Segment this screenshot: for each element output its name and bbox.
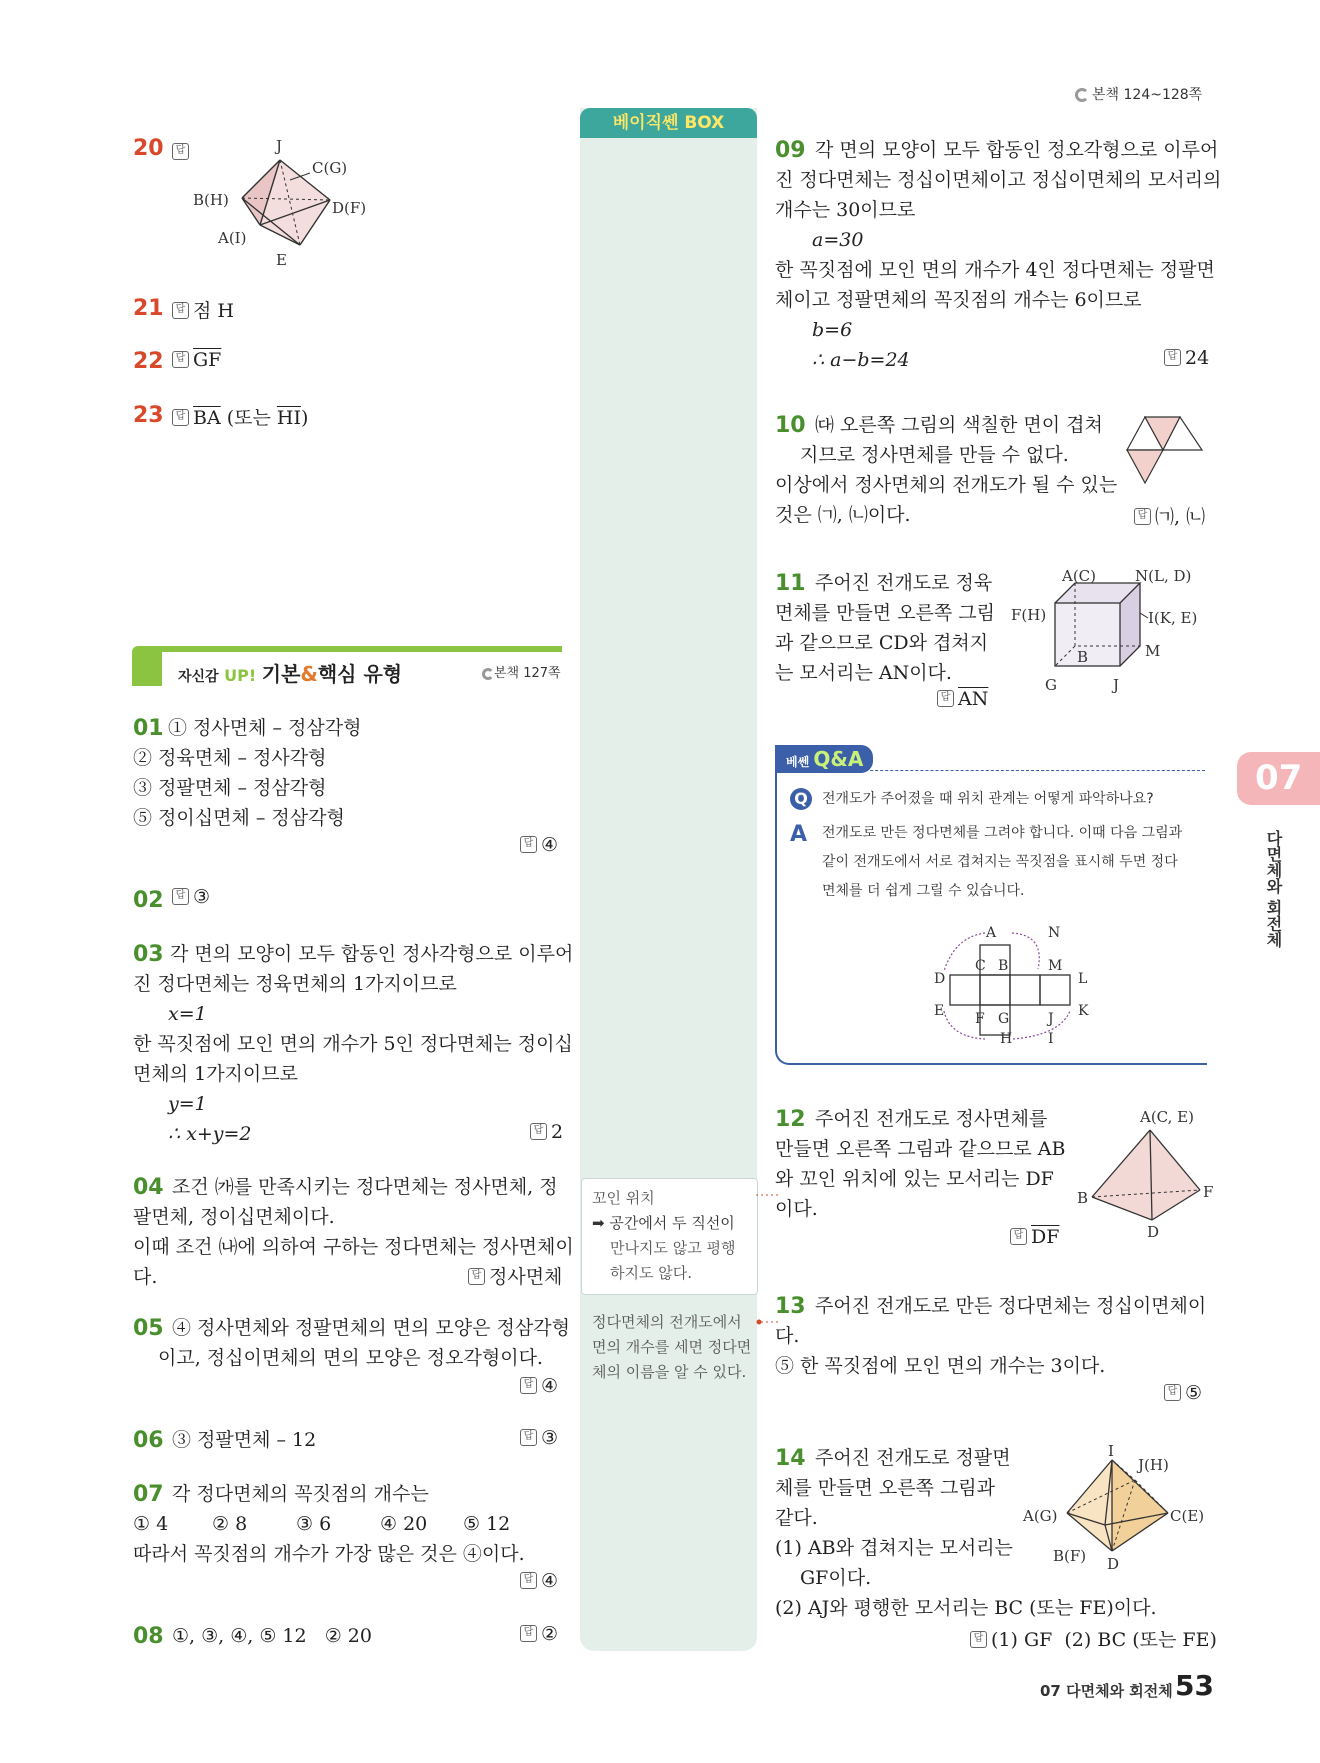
vertex-label: D: [1107, 1555, 1120, 1573]
answer-icon: 답: [520, 1429, 537, 1446]
solution-line: a=30: [812, 229, 864, 251]
solution-line: ① 정사면체 – 정삼각형: [168, 717, 362, 739]
answer-icon: 답: [172, 302, 189, 319]
answer-text: ③: [193, 886, 211, 908]
answer: [530, 1121, 563, 1143]
answer-icon: 답: [520, 1572, 537, 1589]
qa-badge-prefix: 베쎈: [786, 755, 810, 769]
answer: [937, 688, 988, 710]
answer-text: 점 H: [193, 300, 234, 322]
answer-icon: 답: [172, 351, 189, 368]
answer: [520, 1375, 558, 1397]
basic-box-column: [580, 108, 757, 1651]
vertex-label: A(C): [1062, 568, 1097, 585]
answer-icon: 답: [1164, 1384, 1181, 1401]
qa-question: 전개도가 주어졌을 때 위치 관계는 어떻게 파악하나요?: [822, 791, 1154, 807]
solution-line: (1) AB와 겹쳐지는 모서리는: [775, 1537, 1013, 1559]
vertex-label: I(K, E): [1148, 609, 1198, 627]
vertex-label: E: [934, 1003, 945, 1019]
solution-line: 팔면체, 정이십면체이다.: [133, 1206, 335, 1228]
vertex-label: B(F): [1053, 1547, 1087, 1565]
vertex-label: M: [1048, 958, 1063, 974]
section-bar: [132, 646, 562, 652]
answer: [520, 834, 558, 856]
book-reference: 본책 124~128쪽: [1075, 84, 1202, 104]
vertex-label: G: [998, 1011, 1010, 1027]
side-note-line: 정다면체의 전개도에서: [592, 1313, 742, 1331]
solution-line: ③ 정팔면체 – 12: [172, 1429, 317, 1451]
answer: [172, 349, 221, 371]
qa-answer-line: 전개도로 만든 정다면체를 그려야 합니다. 이때 다음 그림과: [822, 825, 1183, 841]
answer-text: ③: [541, 1427, 559, 1449]
solution-line: 지므로 정사면체를 만들 수 없다.: [800, 444, 1069, 466]
qa-answer: [822, 819, 1182, 906]
question-number: 01: [133, 716, 164, 741]
tetrahedron-net-figure: [1125, 415, 1205, 485]
question-number: 21: [133, 296, 164, 321]
solution-line: 면체를 만들면 오른쪽 그림: [775, 602, 996, 624]
answer: [970, 1625, 1217, 1652]
vertex-label: I: [1048, 1031, 1054, 1045]
question-number: 05: [133, 1316, 164, 1341]
question-number: 07: [133, 1482, 164, 1507]
section-header: [178, 658, 402, 687]
answer-text: $\overline{BA}$: [193, 407, 221, 429]
question-number: 14: [775, 1446, 806, 1471]
solution-line: ⑤ 한 꼭짓점에 모인 면의 개수는 3이다.: [775, 1355, 1106, 1377]
answer-text: 24: [1185, 347, 1210, 369]
qa-answer-line: 면체를 더 쉽게 그릴 수 있습니다.: [822, 883, 1025, 899]
book-ref-icon: [482, 668, 494, 680]
vertex-label: F(H): [1011, 606, 1047, 624]
answer: [1010, 1226, 1059, 1248]
solution-line: 각 정다면체의 꼭짓점의 개수는: [172, 1483, 429, 1505]
section-ref: 본책 127쪽: [482, 662, 561, 681]
question-number: 03: [133, 942, 164, 967]
answer-icon: 답: [1164, 349, 1181, 366]
side-note-net: [592, 1310, 752, 1385]
answer-text: 2: [551, 1121, 564, 1143]
solution-line: x=1: [168, 1003, 207, 1025]
answer: [468, 1262, 562, 1289]
question-number: 04: [133, 1175, 164, 1200]
vertex-label: D(F): [332, 199, 367, 217]
vertex-label: D: [1147, 1223, 1160, 1240]
answer-text: 정사면체: [489, 1266, 563, 1288]
solution-line: ② 8: [212, 1513, 248, 1535]
solution-line: 개수는 30이므로: [775, 199, 916, 221]
cube-net-figure: [930, 915, 1100, 1045]
answer: [520, 1427, 558, 1449]
solution-line: ⑤ 정이십면체 – 정삼각형: [133, 807, 345, 829]
qa-answer-line: 같이 전개도에서 서로 겹쳐지는 꼭짓점을 표시해 두면 정다: [822, 854, 1178, 870]
solution-line: 체를 만들면 오른쪽 그림과: [775, 1477, 996, 1499]
vertex-label: B(H): [193, 191, 229, 209]
solution-line: ⑤ 12: [463, 1513, 511, 1535]
answer-text: $\overline{AN}$: [958, 688, 989, 710]
solution-line: y=1: [168, 1093, 207, 1115]
solution-line: ∴ a−b=24: [812, 349, 910, 371]
solution-line: ∴ x+y=2: [168, 1123, 252, 1145]
answer: [1164, 347, 1209, 369]
question-number: 09: [775, 138, 806, 163]
answer-text: $\overline{HI}$: [276, 407, 301, 429]
vertex-label: D: [934, 971, 946, 987]
question-number: 13: [775, 1294, 806, 1319]
question-number: 12: [775, 1107, 806, 1132]
section-prefix: 자신감: [178, 669, 219, 685]
vertex-label: I: [1108, 1445, 1114, 1460]
answer-icon: 답: [520, 1625, 537, 1642]
solution-line: 체이고 정팔면체의 꼭짓점의 개수는 6이므로: [775, 289, 1142, 311]
side-note-line: 면의 개수를 세면 정다면: [592, 1338, 752, 1356]
vertex-label: N(L, D): [1135, 568, 1192, 585]
answer-icon: 답: [172, 409, 189, 426]
question-number: 20: [133, 136, 164, 161]
solution-line: ④ 20: [380, 1513, 428, 1535]
octahedron-figure: [190, 135, 390, 275]
question-icon: Q: [790, 788, 812, 810]
vertex-label: N: [1048, 925, 1061, 941]
cube-figure: [1005, 568, 1215, 698]
answer-icon: 답: [937, 690, 954, 707]
answer: [172, 403, 308, 430]
solution-line: 조건 ㈎를 만족시키는 정다면체는 정사면체, 정: [172, 1176, 558, 1198]
solution-line: 이다.: [775, 1198, 818, 1220]
solution-line: 같다.: [775, 1507, 818, 1529]
solution-line: 각 면의 모양이 모두 합동인 정사각형으로 이루어: [170, 943, 574, 965]
vertex-label: H: [1000, 1031, 1013, 1045]
vertex-label: A(C, E): [1140, 1108, 1194, 1126]
answer-text: ④: [541, 1570, 559, 1592]
solution-line: 는 모서리는 AN이다.: [775, 662, 952, 684]
answer-icon: 답: [520, 1377, 537, 1394]
answer-text: $\overline{GF}$: [193, 349, 222, 371]
question-number: 02: [133, 888, 164, 913]
vertex-label: J(H): [1138, 1456, 1169, 1474]
solution-line: ④ 정사면체와 정팔면체의 면의 모양은 정삼각형: [172, 1317, 570, 1339]
solution-line: 주어진 전개도로 정사면체를: [815, 1108, 1048, 1130]
answer-text: ②: [541, 1623, 559, 1645]
vertex-label: B: [998, 958, 1009, 974]
vertex-label: K: [1078, 1003, 1089, 1019]
solution-line: 면체의 1가지이므로: [133, 1063, 298, 1085]
vertex-label: L: [1078, 971, 1088, 987]
side-note-skew: [581, 1178, 758, 1295]
question-number: 11: [775, 571, 806, 596]
vertex-label: A: [986, 925, 997, 941]
solution-line: ③ 정팔면체 – 정삼각형: [133, 777, 327, 799]
solution-line: 것은 ㈀, ㈁이다.: [775, 504, 911, 526]
answer: [520, 1623, 558, 1645]
vertex-label: J: [1048, 1011, 1054, 1027]
page-number: 53: [1175, 1669, 1214, 1702]
solution-line: 과 같으므로 CD와 겹쳐지: [775, 632, 989, 654]
answer: [172, 296, 234, 323]
qa-badge: [776, 745, 873, 773]
qa-badge-text: Q&A: [813, 747, 864, 771]
solution-line: 다.: [133, 1266, 158, 1288]
vertex-label: C: [975, 958, 986, 974]
vertex-label: F: [975, 1011, 985, 1027]
solution-line: 주어진 전개도로 정팔면: [815, 1447, 1011, 1469]
question-number: 22: [133, 349, 164, 374]
solution-line: 각 면의 모양이 모두 합동인 정오각형으로 이루어: [815, 139, 1219, 161]
solution-line: 이때 조건 ㈏에 의하여 구하는 정다면체는 정사면체이: [133, 1236, 574, 1258]
chapter-tab-title: 다면체와 회전체: [1264, 830, 1283, 948]
solution-line: 와 꼬인 위치에 있는 모서리는 DF: [775, 1168, 1054, 1190]
answer: [1134, 502, 1205, 529]
answer-text: ④: [541, 1375, 559, 1397]
answer-text: ㈀, ㈁: [1155, 506, 1206, 528]
vertex-label: B: [1077, 648, 1089, 666]
solution-line: 만들면 오른쪽 그림과 같으므로 AB: [775, 1138, 1066, 1160]
vertex-label: B: [1077, 1189, 1089, 1207]
vertex-label: E: [276, 251, 287, 269]
answer-icon: 답: [468, 1268, 485, 1285]
chapter-tab: 07: [1237, 752, 1320, 805]
vertex-label: C(E): [1170, 1507, 1205, 1525]
solution-line: ③ 6: [296, 1513, 332, 1535]
solution-line: 한 꼭짓점에 모인 면의 개수가 5인 정다면체는 정이십: [133, 1033, 573, 1055]
solution-line: 따라서 꼭짓점의 개수가 가장 많은 것은 ④이다.: [133, 1543, 525, 1565]
qa-divider: [850, 770, 1205, 771]
answer: [1164, 1382, 1202, 1404]
side-note-line: 만나지도 않고 평행: [610, 1239, 736, 1257]
section-title: 기본: [261, 662, 301, 686]
solution-line: 주어진 전개도로 정육: [815, 572, 993, 594]
answer-a-icon: A: [790, 822, 808, 847]
answer-icon: 답: [172, 888, 189, 905]
box-title: 베이직쎈 BOX: [580, 108, 757, 138]
section-bar-tab: [132, 646, 162, 686]
vertex-label: C(G): [312, 159, 348, 177]
answer-icon: 답: [530, 1123, 547, 1140]
solution-line: GF이다.: [800, 1567, 872, 1589]
solution-line: 주어진 전개도로 만든 정다면체는 정십이면체이: [815, 1295, 1207, 1317]
question-number: 08: [133, 1624, 164, 1649]
octahedron-figure: [1020, 1445, 1215, 1580]
answer-icon: 답: [970, 1631, 987, 1648]
question-number: 06: [133, 1428, 164, 1453]
answer-icon: 답: [1010, 1228, 1027, 1245]
tetrahedron-figure: [1070, 1105, 1220, 1240]
answer-text: (1) GF (2) BC (또는 FE): [991, 1629, 1217, 1651]
answer: [172, 886, 210, 908]
solution-line: 이상에서 정사면체의 전개도가 될 수 있는: [775, 474, 1118, 496]
answer-text: ): [300, 407, 309, 429]
answer: [520, 1570, 558, 1592]
question-number: 10: [775, 413, 806, 438]
solution-line: 진 정다면체는 정십이면체이고 정십이면체의 모서리의: [775, 169, 1222, 191]
solution-line: 이고, 정십이면체의 면의 모양은 정오각형이다.: [158, 1347, 543, 1369]
solution-line: 다.: [775, 1325, 800, 1347]
answer-text: (또는: [226, 407, 277, 429]
vertex-label: J: [276, 137, 283, 155]
side-note-line: ➡ 공간에서 두 직선이: [592, 1214, 735, 1232]
solution-line: ㈐ 오른쪽 그림의 색칠한 면이 겹쳐: [815, 414, 1103, 436]
solution-line: 진 정다면체는 정육면체의 1가지이므로: [133, 973, 457, 995]
solution-line: ① 4: [133, 1513, 169, 1535]
answer-icon: 답: [520, 836, 537, 853]
question-number: 23: [133, 403, 164, 428]
vertex-label: A(G): [1023, 1507, 1058, 1525]
answer-icon: 답: [172, 143, 189, 160]
solution-line: (2) AJ와 평행한 모서리는 BC (또는 FE)이다.: [775, 1597, 1157, 1619]
section-title: 핵심 유형: [317, 662, 403, 686]
vertex-label: J: [1113, 676, 1120, 694]
solution-line: ①, ③, ④, ⑤ 12 ② 20: [172, 1625, 372, 1647]
section-amp: &: [300, 662, 318, 686]
answer-text: ④: [541, 834, 559, 856]
side-note-title: 꼬인 위치: [592, 1189, 655, 1207]
section-up: UP!: [224, 666, 257, 685]
side-note-line: 체의 이름을 알 수 있다.: [592, 1363, 747, 1381]
vertex-label: M: [1145, 642, 1161, 660]
solution-line: 한 꼭짓점에 모인 면의 개수가 4인 정다면체는 정팔면: [775, 259, 1215, 281]
answer-text: $\overline{DF}$: [1031, 1226, 1060, 1248]
answer-text: ⑤: [1185, 1382, 1203, 1404]
solution-line: b=6: [812, 319, 853, 341]
vertex-label: G: [1045, 676, 1057, 694]
side-note-line: 하지도 않다.: [610, 1264, 692, 1282]
answer-icon: 답: [1134, 508, 1151, 525]
vertex-label: A(I): [218, 229, 247, 247]
footer-chapter: 07 다면체와 회전체: [1040, 1682, 1173, 1700]
book-ref-icon: [1075, 88, 1089, 102]
vertex-label: F: [1203, 1183, 1214, 1201]
solution-line: ② 정육면체 – 정사각형: [133, 747, 327, 769]
